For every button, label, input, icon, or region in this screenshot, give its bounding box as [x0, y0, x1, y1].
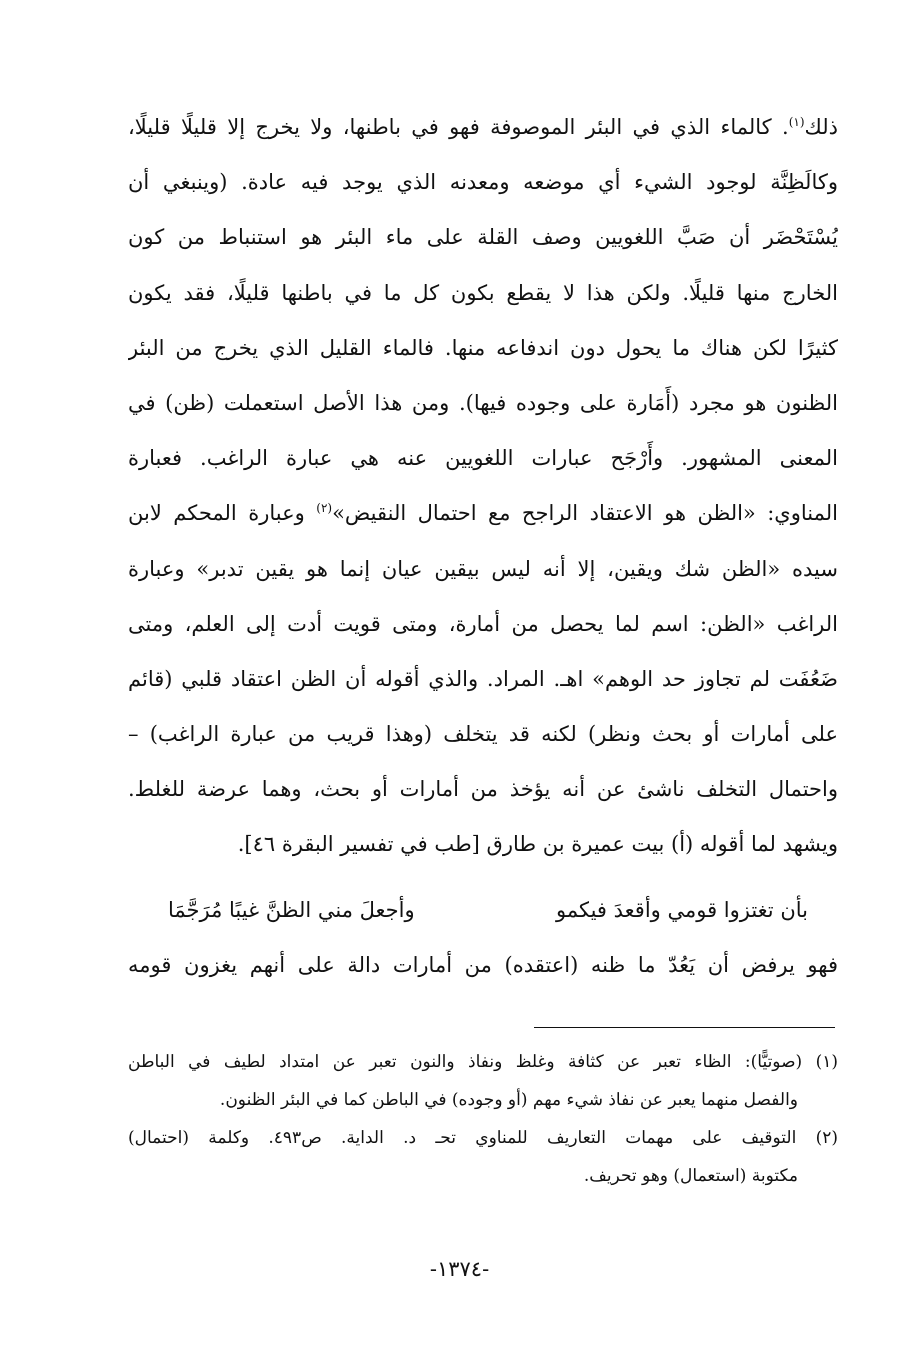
footnotes [128, 1043, 838, 1195]
text-segment: . كالماء الذي في البئر الموصوفة فهو في باطنها، ولا يخرج إلا قليلًا قليلًا، [128, 115, 789, 139]
main-text [128, 100, 838, 873]
poetry-verse [128, 880, 838, 940]
text-line: سيده «الظن شك ويقين، إلا أنه ليس بيقين عيان إنما هو يقين تدبر» وعبارة [128, 556, 838, 581]
text-line: الخارج منها قليلًا. ولكن هذا لا يقطع بكون كل ما في باطنها قليلًا، فقد يكون [128, 280, 838, 305]
footnote-separator [534, 1027, 835, 1028]
footnote-line: مكتوبة (استعمال) وهو تحريف. [583, 1166, 798, 1186]
text-segment: وعبارة المحكم لابن [128, 501, 317, 526]
text-line [128, 486, 838, 541]
text-line: فهو يرفض أن يَعُدّ ما ظنه (اعتقده) من أمارات دالة على أنهم يغزون قومه [128, 953, 838, 977]
verse-first-hemistich: بأن تغتزوا قومي وأقعدَ فيكمو [555, 898, 808, 922]
footnote-line: والفصل منهما يعبر عن نفاذ شيء مهم (أو وجوده) في الباطن كما في البئر الظنون. [219, 1090, 798, 1110]
text-line: واحتمال التخلف ناشئ عن أنه يؤخذ من أمارات أو بحث، وهما عرضة للغلط. [128, 777, 838, 802]
text-line: كثيرًا لكن هناك ما يحول دون اندفاعه منها. فالماء القليل الذي يخرج من البئر [128, 335, 838, 360]
text-segment: ذلك [804, 115, 838, 139]
verse-second-hemistich: وأجعلَ مني الظنَّ غيبًا مُرَجَّمَا [168, 898, 415, 922]
text-line: على أمارات أو بحث ونظر) لكنه قد يتخلف (وهذا قريب من عبارة الراغب) – [128, 722, 838, 747]
footnote-line: (٢) التوقيف على مهمات التعاريف للمناوي تحـ د. الداية. ص٤٩٣. وكلمة (احتمال) [128, 1128, 838, 1148]
text-line: وكالَظِنَّة لوجود الشيء أي موضعه ومعدنه الذي يوجد فيه عادة. (وينبغي أن [128, 170, 838, 195]
text-line: ضَعُفَت لم تجاوز حد الوهم» اهـ. المراد. والذي أقوله أن الظن اعتقاد قلبي (قائم [128, 666, 838, 691]
text-line: المعنى المشهور. وأَرْجَح عبارات اللغويين عنه هي عبارة الراغب. فعبارة [128, 446, 838, 471]
text-line: يُسْتَحْضَر أن صَبَّ اللغويين وصف القلة على ماء البئر هو استنباط من كون [128, 225, 838, 250]
footnote-reference: (٢) [316, 501, 333, 516]
footnote-line: (١) (صوتيًّا): الظاء تعبر عن كثافة وغلظ ونفاذ والنون تعبر عن امتداد لطيف في الباطن [128, 1052, 838, 1072]
text-line: ويشهد لما أقوله (أ) بيت عميرة بن طارق [طب في تفسير البقرة ٤٦]. [237, 832, 838, 857]
page-number: -١٣٧٤- [429, 1257, 490, 1281]
text-segment: المناوي: «الظن هو الاعتقاد الراجح مع احتمال النقيض» [332, 501, 838, 526]
text-line [128, 100, 838, 155]
footnote-reference: (١) [788, 115, 805, 129]
text-line: الظنون هو مجرد (أَمَارة على وجوده فيها). ومن هذا الأصل استعملت (ظن) في [128, 390, 838, 415]
text-line: الراغب «الظن: اسم لما يحصل من أمارة، ومتى قويت أدت إلى العلم، ومتى [128, 611, 838, 636]
